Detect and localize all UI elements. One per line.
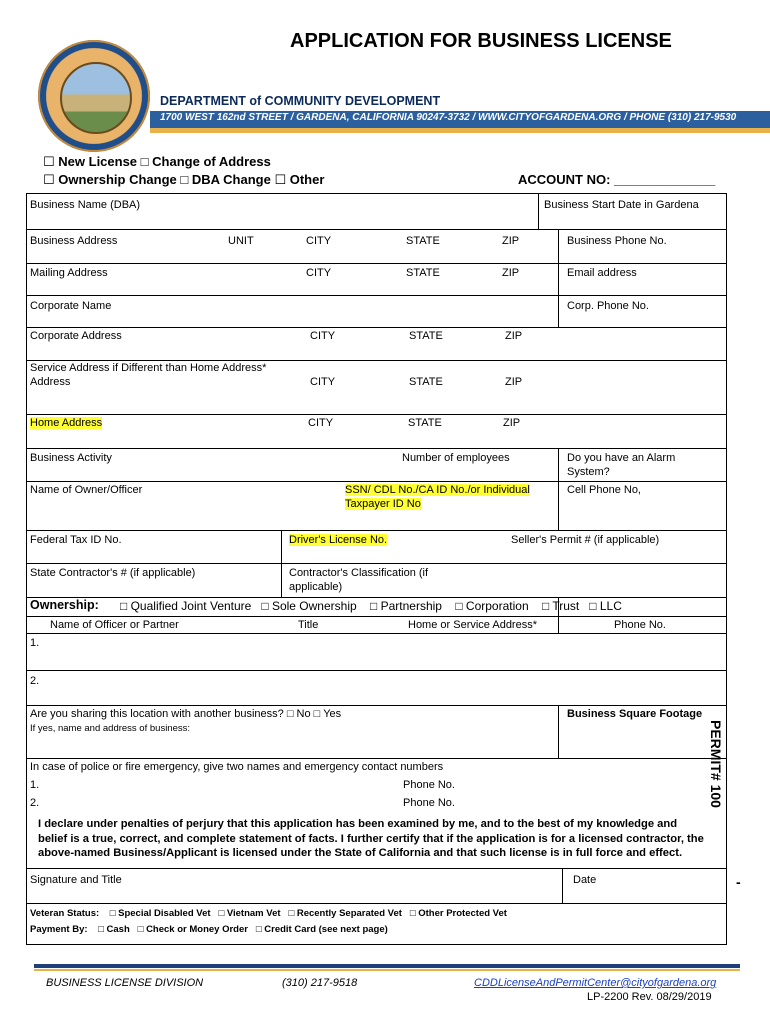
- department-name: DEPARTMENT of COMMUNITY DEVELOPMENT: [160, 94, 441, 108]
- cash-checkbox[interactable]: □: [98, 924, 104, 935]
- corporate-city-field[interactable]: CITY: [310, 330, 336, 342]
- date-field[interactable]: Date: [573, 874, 597, 886]
- home-zip-field[interactable]: ZIP: [503, 417, 521, 429]
- footer-email-link[interactable]: CDDLicenseAndPermitCenter@cityofgardena.org: [474, 977, 717, 989]
- option-row-2: [43, 172, 324, 188]
- mailing-state-field[interactable]: STATE: [406, 267, 440, 279]
- corporation-checkbox[interactable]: □: [455, 599, 463, 613]
- owner-name-field[interactable]: Name of Owner/Officer: [30, 484, 143, 496]
- service-address-label: Service Address if Different than Home Address*: [30, 362, 267, 374]
- corporate-zip-field[interactable]: ZIP: [505, 330, 523, 342]
- recently-separated-vet-label: Recently Separated Vet: [296, 908, 402, 919]
- contractor-class-field[interactable]: Contractor's Classification (if: [289, 567, 429, 579]
- row-divider: [26, 563, 727, 564]
- page-title: APPLICATION FOR BUSINESS LICENSE: [290, 30, 672, 52]
- declaration-text: I declare under penalties of perjury that this application has been examined by me, and to the best of my knowledge and belief is a true, correct, and complete statement of facts. I further certify that if the application is for a licensed contractor, the above-named Business/Applicant is licensed under the State of California and that such license is in full force and effect.: [38, 818, 704, 859]
- change-address-checkbox[interactable]: □: [140, 154, 149, 169]
- special-disabled-vet-label: Special Disabled Vet: [118, 908, 211, 919]
- emergency-label: In case of police or fire emergency, give two names and emergency contact numbers: [30, 761, 444, 773]
- employees-field[interactable]: Number of employees: [402, 452, 510, 464]
- sharing-no-label: No: [296, 708, 311, 720]
- email-field[interactable]: Email address: [567, 267, 637, 279]
- dba-change-checkbox[interactable]: □: [180, 172, 189, 187]
- row-divider: [26, 616, 727, 617]
- corporate-name-field[interactable]: Corporate Name: [30, 300, 112, 312]
- col-divider: [538, 193, 539, 229]
- option-row-1: [43, 154, 271, 170]
- row-divider: [26, 295, 727, 296]
- row-divider: [26, 903, 727, 904]
- business-phone-field[interactable]: Business Phone No.: [567, 235, 667, 247]
- change-address-label: Change of Address: [152, 154, 271, 169]
- mailing-zip-field[interactable]: ZIP: [502, 267, 520, 279]
- corporation-label: Corporation: [465, 599, 529, 613]
- home-city-field[interactable]: CITY: [308, 417, 334, 429]
- sellers-permit-field[interactable]: Seller's Permit # (if applicable): [511, 534, 660, 546]
- credit-card-checkbox[interactable]: □: [255, 924, 262, 935]
- row-divider: [26, 670, 727, 671]
- row-divider: [26, 530, 727, 531]
- payment-row: [30, 924, 388, 935]
- officer-title-header: Title: [298, 619, 319, 631]
- qualified-joint-venture-checkbox[interactable]: □: [120, 599, 128, 613]
- contact-bar-accent: [150, 128, 770, 133]
- ownership-row: [30, 598, 99, 612]
- ownership-change-checkbox[interactable]: ☐: [43, 172, 55, 187]
- vietnam-vet-checkbox[interactable]: □: [218, 908, 225, 919]
- footer-phone: (310) 217-9518: [282, 977, 358, 989]
- sharing-question-label: Are you sharing this location with another business?: [30, 708, 284, 720]
- row-divider: [26, 229, 727, 230]
- other-protected-vet-label: Other Protected Vet: [418, 908, 507, 919]
- sharing-business-field[interactable]: If yes, name and address of business:: [30, 723, 191, 734]
- sharing-yes-checkbox[interactable]: □: [313, 708, 321, 720]
- ownership-label: Ownership:: [30, 598, 99, 612]
- corporate-state-field[interactable]: STATE: [409, 330, 443, 342]
- ssn-field[interactable]: SSN/ CDL No./CA ID No./or Individual: [345, 484, 530, 496]
- col-divider: [281, 530, 282, 597]
- vietnam-vet-label: Vietnam Vet: [226, 908, 281, 919]
- ssn-field-cont: Taxpayer ID No: [345, 498, 421, 510]
- footer-accent: [34, 969, 740, 971]
- trust-checkbox[interactable]: □: [541, 599, 550, 613]
- emergency-phone-2[interactable]: Phone No.: [403, 797, 455, 809]
- emergency-phone-1[interactable]: Phone No.: [403, 779, 455, 791]
- col-divider: [558, 229, 559, 327]
- business-activity-field[interactable]: Business Activity: [30, 452, 112, 464]
- row-divider: [26, 360, 727, 361]
- officer-address-header: Home or Service Address*: [408, 619, 537, 631]
- start-date-field[interactable]: Business Start Date in Gardena: [544, 199, 699, 211]
- row-divider: [26, 705, 727, 706]
- emergency-contact-1[interactable]: 1.: [30, 779, 40, 791]
- city-seal: [38, 40, 150, 152]
- sole-ownership-label: Sole Ownership: [271, 599, 357, 613]
- service-city-field[interactable]: CITY: [310, 376, 336, 388]
- home-state-field[interactable]: STATE: [408, 417, 442, 429]
- officer-name-header: Name of Officer or Partner: [50, 619, 179, 631]
- service-address-field[interactable]: Address: [30, 376, 71, 388]
- service-state-field[interactable]: STATE: [409, 376, 443, 388]
- officer-row-2[interactable]: 2.: [30, 675, 40, 687]
- business-city-field[interactable]: CITY: [306, 235, 332, 247]
- account-no[interactable]: ACCOUNT NO: ______________: [518, 172, 716, 187]
- alarm-question-cont: System?: [567, 466, 610, 478]
- unit-field[interactable]: UNIT: [228, 235, 254, 247]
- cash-label: Cash: [106, 924, 130, 935]
- veteran-row: [30, 908, 507, 919]
- credit-card-label: Credit Card (see next page): [264, 924, 388, 935]
- row-divider: [26, 481, 727, 482]
- row-divider: [26, 633, 727, 634]
- square-footage-field[interactable]: Business Square Footage: [567, 708, 703, 720]
- row-divider: [26, 758, 727, 759]
- alarm-question[interactable]: Do you have an Alarm: [567, 452, 676, 464]
- other-checkbox[interactable]: ☐: [274, 172, 287, 187]
- col-divider: [562, 868, 563, 903]
- contractor-class-cont: applicable): [289, 581, 343, 593]
- new-license-checkbox[interactable]: ☐: [43, 154, 55, 169]
- sharing-yes-label: Yes: [323, 708, 342, 720]
- corp-phone-field[interactable]: Corp. Phone No.: [567, 300, 649, 312]
- row-divider: [26, 263, 727, 264]
- business-address-field[interactable]: Business Address: [30, 235, 118, 247]
- new-license-label: New License: [58, 154, 138, 169]
- llc-label: LLC: [599, 599, 622, 613]
- federal-tax-field[interactable]: Federal Tax ID No.: [30, 534, 122, 546]
- llc-checkbox[interactable]: □: [589, 599, 597, 613]
- row-divider: [26, 448, 727, 449]
- business-zip-field[interactable]: ZIP: [502, 235, 520, 247]
- row-divider: [26, 327, 727, 328]
- check-label: Check or Money Order: [146, 924, 248, 935]
- mailing-city-field[interactable]: CITY: [306, 267, 332, 279]
- other-label: Other: [289, 172, 325, 187]
- footer-bar: [34, 964, 740, 968]
- cell-phone-field[interactable]: Cell Phone No,: [567, 484, 641, 496]
- permit-dash: -: [736, 874, 741, 890]
- trust-label: Trust: [552, 599, 580, 613]
- col-divider: [558, 448, 559, 530]
- col-divider: [558, 705, 559, 758]
- ownership-change-label: Ownership Change: [58, 172, 177, 187]
- payment-label: Payment By:: [30, 924, 88, 935]
- row-divider: [26, 414, 727, 415]
- mailing-address-field[interactable]: Mailing Address: [30, 267, 108, 279]
- state-contractor-field[interactable]: State Contractor's # (if applicable): [30, 567, 196, 579]
- service-zip-field[interactable]: ZIP: [505, 376, 523, 388]
- business-name-field[interactable]: Business Name (DBA): [30, 199, 141, 211]
- ownership-options: [120, 599, 622, 613]
- corporate-address-field[interactable]: Corporate Address: [30, 330, 122, 342]
- business-state-field[interactable]: STATE: [406, 235, 440, 247]
- officer-row-1[interactable]: 1.: [30, 637, 40, 649]
- other-protected-vet-checkbox[interactable]: □: [409, 908, 416, 919]
- partnership-label: Partnership: [380, 599, 442, 613]
- recently-separated-vet-checkbox[interactable]: □: [288, 908, 295, 919]
- sharing-question: [30, 708, 341, 720]
- contact-bar-text: 1700 WEST 162nd STREET / GARDENA, CALIFORNIA 90247-3732 / WWW.CITYOFGARDENA.ORG / PHONE (310) 217-9530: [160, 112, 737, 123]
- row-divider: [26, 597, 727, 598]
- sharing-no-checkbox[interactable]: □: [286, 708, 294, 720]
- veteran-label: Veteran Status:: [30, 908, 100, 919]
- emergency-contact-2[interactable]: 2.: [30, 797, 40, 809]
- dba-change-label: DBA Change: [191, 172, 271, 187]
- seal-emblem: [60, 62, 132, 134]
- partnership-checkbox[interactable]: □: [370, 599, 378, 613]
- qualified-joint-venture-label: Qualified Joint Venture: [130, 599, 252, 613]
- row-divider: [26, 868, 727, 869]
- drivers-license-field[interactable]: Driver's License No.: [289, 534, 388, 546]
- special-disabled-vet-checkbox[interactable]: □: [109, 908, 116, 919]
- form-revision: LP-2200 Rev. 08/29/2019: [587, 991, 712, 1003]
- sole-ownership-checkbox[interactable]: □: [261, 599, 269, 613]
- officer-phone-header: Phone No.: [614, 619, 666, 631]
- signature-field[interactable]: Signature and Title: [30, 874, 122, 886]
- permit-number: PERMIT# 100: [708, 720, 724, 808]
- home-address-field[interactable]: Home Address: [30, 417, 103, 429]
- footer-division: BUSINESS LICENSE DIVISION: [46, 977, 204, 989]
- check-checkbox[interactable]: □: [137, 924, 144, 935]
